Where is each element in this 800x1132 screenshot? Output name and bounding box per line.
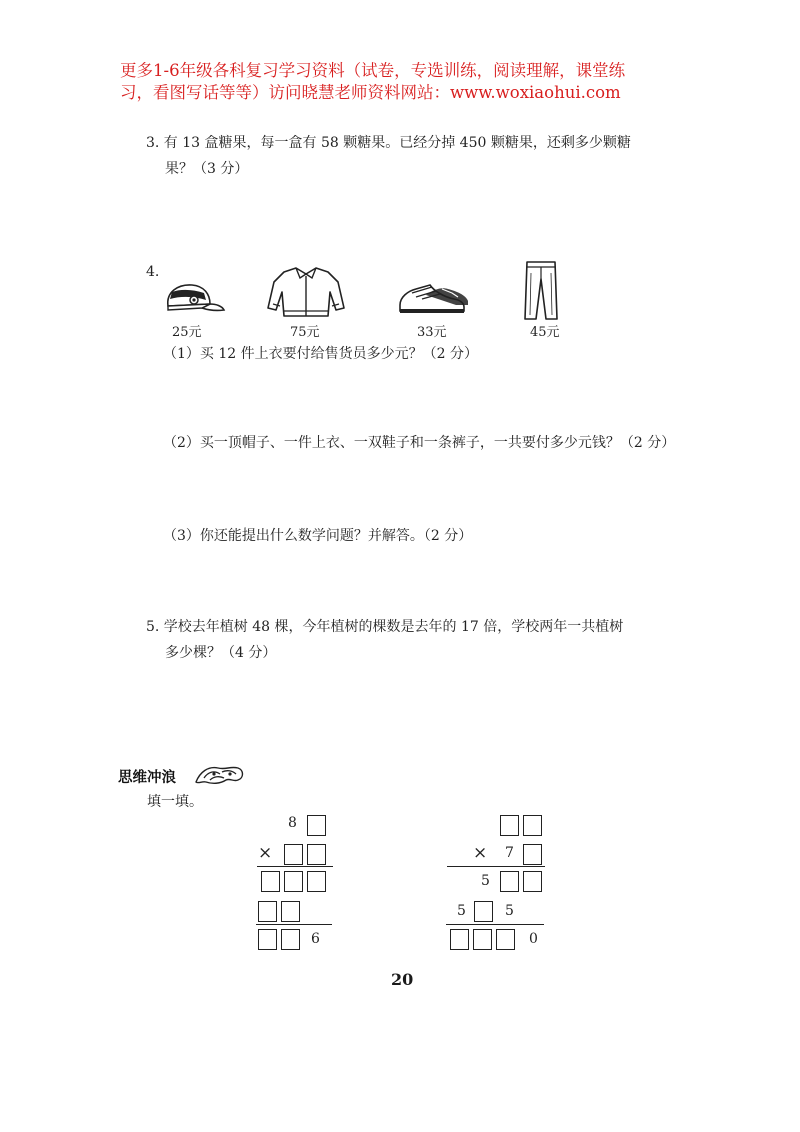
puzzle-1-box-r5c1[interactable] xyxy=(258,929,277,950)
puzzle-1-box-r3c2[interactable] xyxy=(284,871,303,892)
question-3-line-2: 果？（3 分） xyxy=(165,161,249,177)
puzzle-2-digit-5-a: 5 xyxy=(481,873,490,889)
question-3-line-1: 3. 有 13 盒糖果，每一盒有 58 颗糖果。已经分掉 450 颗糖果，还剩多少颗糖 xyxy=(146,135,631,151)
question-4-part-3: （3）你还能提出什么数学问题？并解答。（2 分） xyxy=(163,528,473,544)
question-5 xyxy=(146,614,706,666)
puzzle-1-box-r2c1[interactable] xyxy=(284,844,303,865)
puzzle-2-box-r5c1[interactable] xyxy=(450,929,469,950)
puzzle-2-multiply-sign: × xyxy=(473,843,488,863)
puzzle-1-line-2 xyxy=(256,924,332,925)
puzzle-1-box-r4c2[interactable] xyxy=(281,901,300,922)
puzzle-2-box-r4c1[interactable] xyxy=(474,901,493,922)
page-number: 20 xyxy=(391,970,414,989)
section-title: 思维冲浪 xyxy=(118,769,176,786)
shoes-icon xyxy=(396,275,470,319)
question-4-number: 4. xyxy=(146,264,160,280)
instruction: 填一填。 xyxy=(147,794,203,810)
puzzle-2-box-r1c1[interactable] xyxy=(500,815,519,836)
puzzle-2-box-r3c1[interactable] xyxy=(500,871,519,892)
pants-icon xyxy=(521,259,561,321)
header-line-1: 更多1-6年级各科复习学习资料（试卷，专选训练，阅读理解，课堂练 xyxy=(120,61,626,80)
puzzle-1-digit-8: 8 xyxy=(288,815,297,831)
puzzle-1-line-1 xyxy=(257,866,333,867)
puzzle-1-box-r1c1[interactable] xyxy=(307,815,326,836)
puzzle-1-digit-6: 6 xyxy=(311,931,320,947)
wave-icon xyxy=(194,762,246,786)
puzzle-2-digit-7: 7 xyxy=(505,845,514,861)
cap-icon xyxy=(160,280,226,320)
question-5-line-2: 多少棵？（4 分） xyxy=(165,645,277,661)
pants-price: 45元 xyxy=(530,325,560,340)
puzzle-2-box-r5c3[interactable] xyxy=(496,929,515,950)
question-5-line-1: 5. 学校去年植树 48 棵，今年植树的棵数是去年的 17 倍，学校两年一共植树 xyxy=(146,619,624,635)
jacket-icon xyxy=(264,264,348,320)
header-banner xyxy=(120,60,690,104)
header-line-2: 习，看图写话等等）访问晓慧老师资料网站：www.woxiaohui.com xyxy=(120,83,621,102)
jacket-price: 75元 xyxy=(290,325,320,340)
puzzle-2-line-1 xyxy=(447,866,545,867)
puzzle-2-box-r1c2[interactable] xyxy=(523,815,542,836)
puzzle-1-box-r3c3[interactable] xyxy=(307,871,326,892)
puzzle-1-box-r2c2[interactable] xyxy=(307,844,326,865)
puzzle-2-box-r2c1[interactable] xyxy=(523,844,542,865)
puzzle-2-digit-5-c: 5 xyxy=(505,903,514,919)
puzzle-1-box-r4c1[interactable] xyxy=(258,901,277,922)
puzzle-2-box-r3c2[interactable] xyxy=(523,871,542,892)
shoes-price: 33元 xyxy=(417,325,447,340)
puzzle-1-box-r3c1[interactable] xyxy=(261,871,280,892)
puzzle-2-digit-5-b: 5 xyxy=(457,903,466,919)
question-4-part-1: （1）买 12 件上衣要付给售货员多少元？（2 分） xyxy=(163,346,478,362)
question-4-part-2: （2）买一顶帽子、一件上衣、一双鞋子和一条裤子，一共要付多少元钱？（2 分） xyxy=(163,435,676,451)
puzzle-2-box-r5c2[interactable] xyxy=(473,929,492,950)
puzzle-2-line-2 xyxy=(446,924,544,925)
question-3 xyxy=(146,130,706,182)
puzzle-1-multiply-sign: × xyxy=(258,843,273,863)
cap-price: 25元 xyxy=(172,325,202,340)
puzzle-1-box-r5c2[interactable] xyxy=(281,929,300,950)
puzzle-2-digit-0: 0 xyxy=(529,931,538,947)
